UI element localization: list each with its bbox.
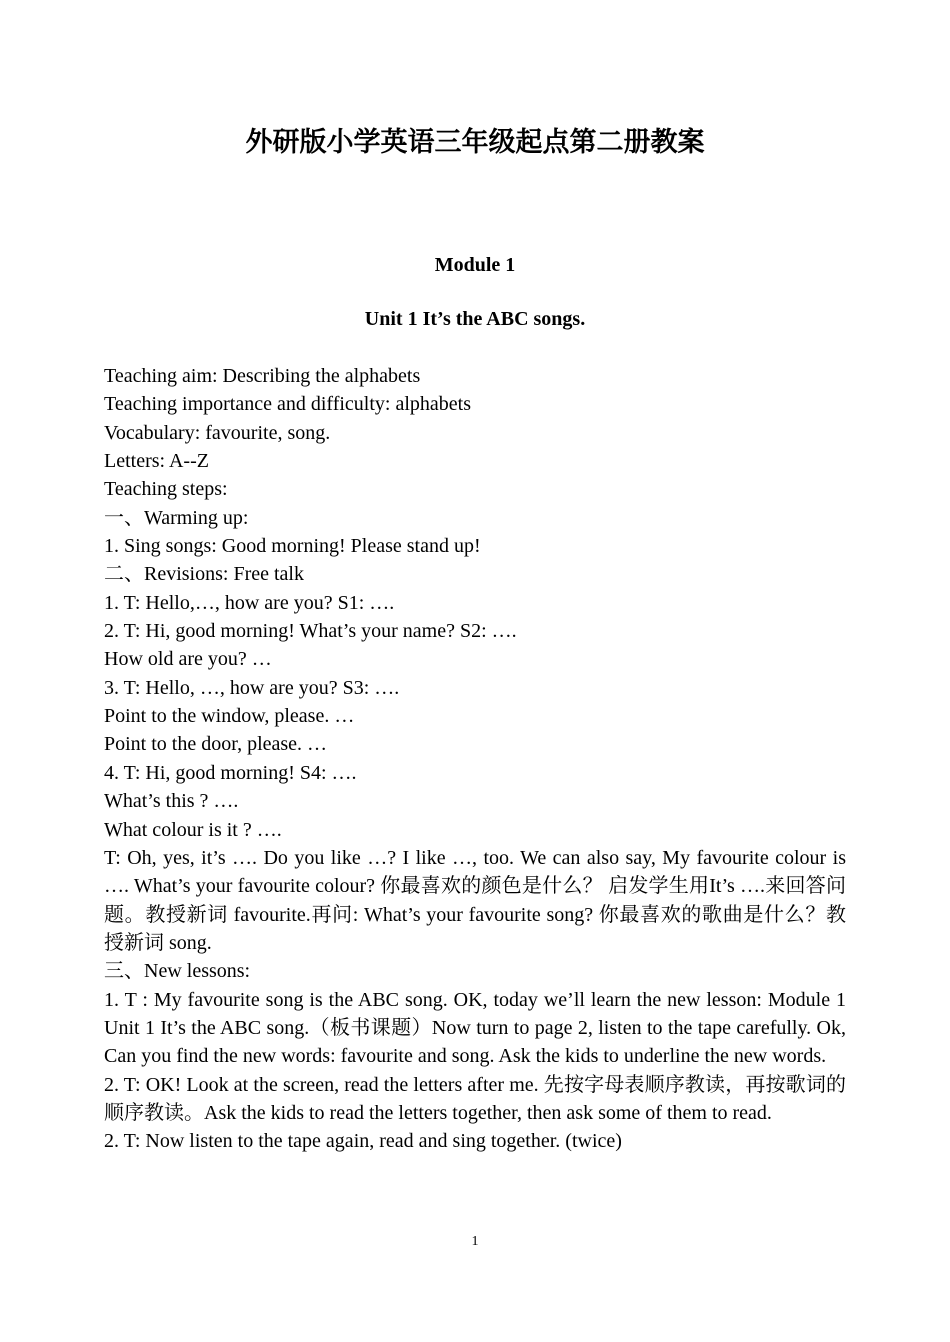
unit-heading xyxy=(0,305,950,333)
module-heading: Module 1 xyxy=(434,254,516,276)
body-line: 2. T: Now listen to the tape again, read and sing together. (twice) xyxy=(104,1130,622,1153)
body-paragraph: 1. T : My favourite song is the ABC song. OK, today we’ll learn the new lesson: Module 1 Unit 1 It’s the ABC song.（板书课题）Now turn to page 2, listen to the tape carefully. Ok, Can you find the new words: favourite and song. Ask the kids to underline the new words. xyxy=(104,988,846,1068)
body-line: How old are you? … xyxy=(104,648,272,671)
lesson-plan-body xyxy=(104,362,846,1156)
document-title: 外研版小学英语三年级起点第二册教案 xyxy=(245,127,705,158)
unit-heading-period: . xyxy=(580,308,586,330)
body-line: 2. T: Hi, good morning! What’s your name? S2: …. xyxy=(104,620,517,643)
new-lessons-heading: 三、New lessons: xyxy=(104,960,251,983)
vocabulary-line: Vocabulary: favourite, song. xyxy=(104,421,331,444)
unit-heading-text: Unit 1 It’s the ABC songs xyxy=(364,308,581,330)
body-line: 1. Sing songs: Good morning! Please stand up! xyxy=(104,535,481,558)
page-number: 1 xyxy=(471,1234,479,1249)
body-paragraph: T: Oh, yes, it’s …. Do you like …? I like …, too. We can also say, My favourite colour is …. What’s your favourite colour? 你最喜欢的颜色是什么？ 启发学生用It’s ….来回答问题。教授新词 favourite.再问: What’s your favourite song? 你最喜欢的歌曲是什么？教授新词 song. xyxy=(104,846,846,954)
body-line: Point to the window, please. … xyxy=(104,705,355,728)
body-line: What’s this ? …. xyxy=(104,790,239,813)
body-line: What colour is it ? …. xyxy=(104,818,282,841)
teaching-importance-line: Teaching importance and difficulty: alphabets xyxy=(104,393,471,416)
body-line: 1. T: Hello,…, how are you? S1: …. xyxy=(104,591,395,614)
teaching-steps-line: Teaching steps: xyxy=(104,478,228,501)
body-line: 3. T: Hello, …, how are you? S3: …. xyxy=(104,676,400,699)
body-line: Point to the door, please. … xyxy=(104,733,328,756)
teaching-aim-line: Teaching aim: Describing the alphabets xyxy=(104,365,421,387)
body-line: 4. T: Hi, good morning! S4: …. xyxy=(104,761,357,784)
letters-line: Letters: A--Z xyxy=(104,450,209,473)
warming-up-heading: 一、Warming up: xyxy=(104,506,249,529)
body-paragraph: 2. T: OK! Look at the screen, read the letters after me. 先按字母表顺序教读，再按歌词的顺序教读。Ask the kids to read the letters together, then ask some of them to read. xyxy=(104,1073,846,1124)
revisions-heading: 二、Revisions: Free talk xyxy=(104,563,304,586)
